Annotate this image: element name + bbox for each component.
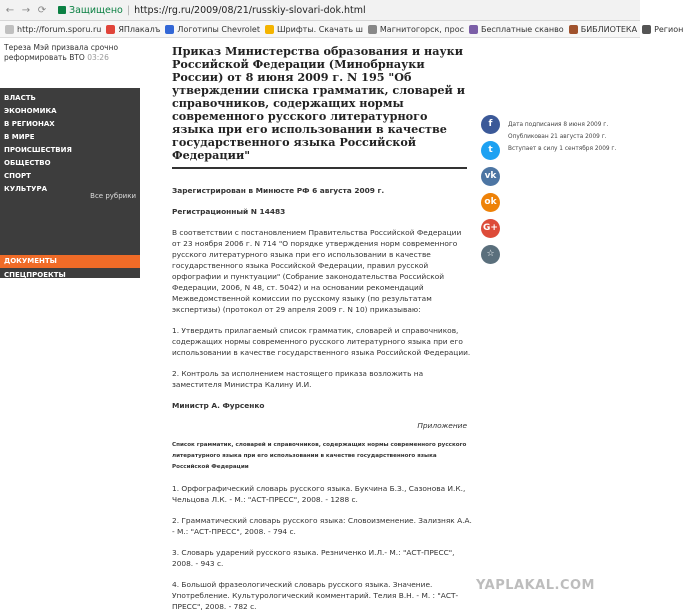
bookmark-icon (265, 25, 274, 34)
bookmark-item[interactable] (569, 25, 637, 34)
meta-effective: Вступает в силу 1 сентября 2009 г. (508, 146, 617, 152)
appendix-label: Приложение (417, 421, 467, 430)
bookmark-item[interactable] (165, 25, 260, 34)
bookmark-item[interactable] (469, 25, 564, 34)
address-bar (0, 0, 640, 21)
minister-signature: Министр А. Фурсенко (172, 401, 265, 410)
odnoklassniki-icon[interactable]: ok (481, 193, 500, 212)
news-time: 03:26 (87, 53, 109, 62)
secure-label: Защищено (69, 4, 123, 16)
url-field[interactable]: https://rg.ru/2009/08/21/russkiy-slovari-dok.html (134, 4, 366, 16)
bookmark-item[interactable] (106, 25, 160, 34)
list-title: Список грамматик, словарей и справочников, содержащих нормы современного русского литературного языка при его использовании в качестве государственного языка Российской Федерации (172, 442, 467, 470)
sidebar (0, 38, 140, 613)
bookmark-item[interactable] (265, 25, 363, 34)
sidebar-item-label: СПЕЦПРОЕКТЫ (4, 271, 66, 279)
bookmark-icon (5, 25, 14, 34)
list-item: 4. Большой фразеологический словарь русского языка. Значение. Употребление. Культурологический комментарий. Телия В.Н. - М. : "АСТ-ПРЕСС", 2008. - 782 с. (172, 580, 459, 611)
bookmark-icon (368, 25, 377, 34)
sidebar-news[interactable] (0, 38, 140, 88)
bookmark-label: БИБЛИОТЕКА (580, 24, 638, 34)
sidebar-item[interactable]: СПОРТ (4, 172, 31, 180)
bookmark-icon (569, 25, 578, 34)
reload-icon[interactable]: ⟳ (37, 4, 47, 16)
registration-info: Зарегистрирован в Минюсте РФ 6 августа 2009 г. (172, 186, 385, 195)
sidebar-item-special[interactable] (0, 269, 140, 282)
meta-signed: Дата подписания 8 июня 2009 г. (508, 122, 609, 128)
sidebar-item[interactable]: В РЕГИОНАХ (4, 120, 55, 128)
bookmarks-bar (0, 21, 683, 38)
bookmark-label: Регион (654, 24, 683, 34)
title-divider (172, 167, 467, 169)
bookmark-icon (106, 25, 115, 34)
bookmark-star-icon[interactable]: ☆ (481, 245, 500, 264)
bookmark-label: Магнитогорск, прос (379, 24, 464, 34)
bookmark-label: ЯПлакалъ (118, 24, 161, 34)
sidebar-item-label: ДОКУМЕНТЫ (4, 257, 57, 265)
list-item: 1. Орфографический словарь русского языка. Букчина Б.З., Сазонова И.К., Чельцова Л.К. - М.: "АСТ-ПРЕСС", 2008. - 1288 с. (172, 484, 466, 504)
vk-icon[interactable]: vk (481, 167, 500, 186)
twitter-icon[interactable]: t (481, 141, 500, 160)
arrow-right-icon[interactable]: → (21, 4, 31, 16)
bookmark-item[interactable] (5, 25, 101, 34)
bookmark-label: Бесплатные сканво (481, 24, 564, 34)
page-title: Приказ Министерства образования и науки Российской Федерации (Минобрнауки России) от 8 июня 2009 г. N 195 "Об утверждении списка грамматик, словарей и справочников, содержащих нормы современного русского литературного языка при его использовании в качестве государственного языка Российской Федерации" (172, 44, 466, 162)
news-headline[interactable]: Тереза Мэй призвала срочно реформировать ВТО (4, 43, 119, 62)
registration-number: Регистрационный N 14483 (172, 207, 286, 216)
url-separator: | (126, 4, 131, 16)
arrow-left-icon[interactable]: ← (5, 4, 15, 16)
lock-icon (58, 6, 66, 14)
meta-published: Опубликован 21 августа 2009 г. (508, 134, 607, 140)
list-item: 2. Грамматический словарь русского языка: Словоизменение. Зализняк А.А. - М.: "АСТ-ПРЕСС", 2008. - 794 с. (172, 516, 472, 536)
article-item-1: 1. Утвердить прилагаемый список грамматик, словарей и справочников, содержащих нормы современного русского литературного языка при его использовании в качестве государственного языка Российской Федерации. (172, 326, 471, 357)
google-plus-icon[interactable]: G+ (481, 219, 500, 238)
article-intro: В соответствии с постановлением Правительства Российской Федерации от 23 ноября 2006 г. N 714 "О порядке утверждения норм современного русского литературного языка при его использовании в качестве государственного языка Российской Федерации, правил русской орфографии и пунктуации" (Собрание законодательства Российской Федерации, 2006, N 48, ст. 5042) и на основании рекомендаций Межведомственной комиссии по русскому языку (по результатам экспертизы) (протокол от 29 апреля 2009 г. N 10) приказываю: (172, 228, 462, 314)
sidebar-item[interactable]: КУЛЬТУРА (4, 185, 47, 193)
bookmark-item[interactable] (368, 25, 464, 34)
bookmark-item[interactable] (642, 25, 683, 34)
sidebar-item-documents[interactable] (0, 255, 140, 268)
bookmark-label: Шрифты. Скачать ш (276, 24, 363, 34)
article-item-2: 2. Контроль за исполнением настоящего приказа возложить на заместителя Министра Калину И.И. (172, 369, 424, 389)
sidebar-item[interactable]: ВЛАСТЬ (4, 94, 36, 102)
sidebar-item[interactable]: ПРОИСШЕСТВИЯ (4, 146, 72, 154)
article (172, 38, 472, 612)
bookmark-label: http://forum.sporu.ru (17, 24, 102, 34)
all-rubrics-link[interactable]: Все рубрики (90, 192, 136, 200)
bookmark-label: Логотипы Chevrolet (177, 24, 260, 34)
bookmark-icon (642, 25, 651, 34)
list-item: 3. Словарь ударений русского языка. Резниченко И.Л.- М.: "АСТ-ПРЕСС", 2008. - 943 с. (172, 548, 455, 568)
bookmark-icon (165, 25, 174, 34)
sidebar-item[interactable]: ЭКОНОМИКА (4, 107, 57, 115)
sidebar-item[interactable]: ОБЩЕСТВО (4, 159, 51, 167)
facebook-icon[interactable]: f (481, 115, 500, 134)
rubrics-menu (0, 88, 140, 278)
watermark: YAPLAKAL.COM (476, 578, 595, 593)
sidebar-item[interactable]: В МИРЕ (4, 133, 35, 141)
bookmark-icon (469, 25, 478, 34)
